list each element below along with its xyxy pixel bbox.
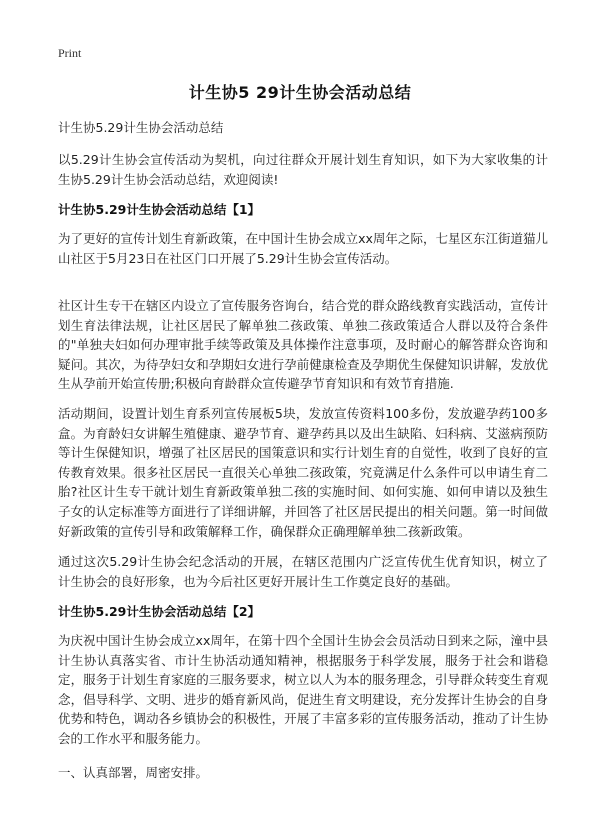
section-1-paragraph-3: 活动期间，设置计划生育系列宣传展板5块，发放宣传资料100多份，发放避孕药100多盒。为育龄妇女讲解生殖健康、避孕节育、避孕药具以及出生缺陷、妇科病、艾滋病预防等计生保健知识，增强了社区居民的国策意识和实行计划生育的自觉性，收到了良好的宣传教育效果。很多社区居民一直很关心单独二孩政策，究竟满足什么条件可以申请生育二胎?社区计生专干就计划生育新政策单独二孩的实施时间、如何实施、如何申请以及独生子女的认定标准等方面进行了详细讲解，并回答了社区居民提出的相关问题。第一时间做好新政策的宣传引导和政策解释工作，确保群众正确理解单独二孩新政策。 xyxy=(58,406,548,539)
section-2-paragraph-2: 一、认真部署，周密安排。 xyxy=(58,765,209,780)
print-label: Print xyxy=(58,46,82,60)
section-1-heading: 计生协5.29计生协会活动总结【1】 xyxy=(58,202,261,217)
section-1-paragraph-2: 社区计生专干在辖区内设立了宣传服务咨询台，结合党的群众路线教育实践活动，宣传计划生育法律法规，让社区居民了解单独二孩政策、单独二孩政策适合人群以及符合条件的"单独夫妇如何办理审批手续等政策及具体操作注意事项，及时耐心的解答群众咨询和疑问。其次，为待孕妇女和孕期妇女进行孕前健康检查及孕期优生保健知识讲解，发放优生从孕前开始宣传册;积极向育龄群众宣传避孕节育知识和有效节育措施. xyxy=(58,298,548,392)
section-2-heading: 计生协5.29计生协会活动总结【2】 xyxy=(58,604,261,619)
intro-paragraph: 以5.29计生协会宣传活动为契机，向过往群众开展计划生育知识，如下为大家收集的计生协5.29计生协会活动总结，欢迎阅读! xyxy=(58,152,548,187)
section-1-paragraph-4: 通过这次5.29计生协会纪念活动的开展，在辖区范围内广泛宣传优生优育知识，树立了计生协会的良好形象，也为今后社区更好开展计生工作奠定良好的基础。 xyxy=(58,554,548,589)
section-2-paragraph-1: 为庆祝中国计生协会成立xx周年，在第十四个全国计生协会会员活动日到来之际，潼中县计生协认真落实省、市计生协活动通知精神，根据服务于科学发展，服务于社会和谐稳定，服务于计划生育家庭的三服务要求，树立以人为本的服务理念，引导群众转变生育观念，倡导科学、文明、进步的婚育新风尚，促进生育文明建设，充分发挥计生协会的自身优势和特色，调动各乡镇协会的积极性，开展了丰富多彩的宣传服务活动，推动了计生协会的工作水平和服务能力。 xyxy=(58,633,548,746)
page-title: 计生协5 29计生协会活动总结 xyxy=(188,83,412,102)
document-subtitle: 计生协5.29计生协会活动总结 xyxy=(58,120,224,135)
section-1-paragraph-1: 为了更好的宣传计划生育新政策，在中国计生协会成立xx周年之际，七星区东江街道猫儿山社区于5月23日在社区门口开展了5.29计生协会宣传活动。 xyxy=(58,231,548,266)
